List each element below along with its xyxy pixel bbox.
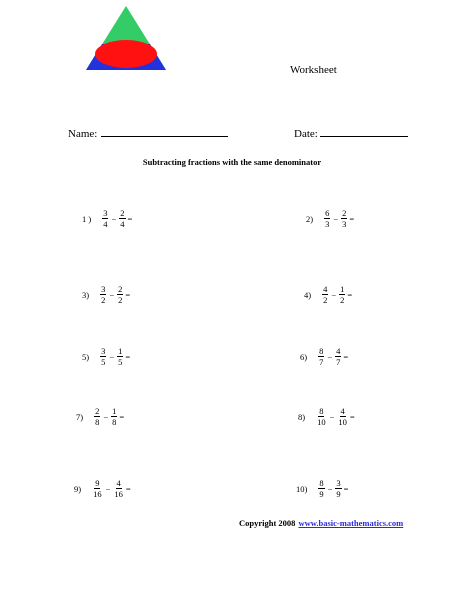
fraction-a	[99, 284, 107, 305]
denominator: 3	[342, 219, 347, 229]
fraction-b	[112, 478, 125, 499]
minus-sign: −	[105, 483, 111, 494]
problem-number: 1 )	[82, 213, 92, 224]
fraction-b	[118, 208, 126, 229]
minus-sign: −	[327, 351, 333, 362]
fraction-a	[323, 208, 331, 229]
denominator: 8	[95, 417, 100, 427]
minus-sign: −	[333, 213, 339, 224]
denominator: 7	[336, 357, 341, 367]
minus-sign: −	[103, 411, 109, 422]
date-field[interactable]	[294, 126, 408, 140]
fraction-a	[317, 346, 325, 367]
equals-sign: =	[127, 213, 133, 224]
equals-sign: =	[343, 351, 349, 362]
problem-10	[296, 478, 348, 499]
numerator: 2	[118, 284, 123, 294]
problem-number: 10)	[296, 483, 308, 494]
numerator: 9	[95, 478, 100, 488]
problem-7	[76, 406, 124, 427]
problem-number: 9)	[74, 483, 82, 494]
numerator: 2	[120, 208, 125, 218]
fraction-a	[315, 406, 328, 427]
numerator: 8	[319, 406, 324, 416]
problem-9	[74, 478, 131, 499]
denominator: 16	[93, 489, 102, 499]
numerator: 4	[116, 478, 121, 488]
numerator: 3	[103, 208, 108, 218]
problem-number: 7)	[76, 411, 84, 422]
problem-5	[82, 346, 130, 367]
numerator: 4	[340, 406, 345, 416]
numerator: 8	[319, 478, 324, 488]
denominator: 7	[319, 357, 324, 367]
fraction-b	[340, 208, 348, 229]
copyright-text: Copyright 2008	[239, 518, 296, 528]
name-label: Name:	[68, 128, 98, 140]
numerator: 3	[336, 478, 341, 488]
equals-sign: =	[349, 411, 355, 422]
numerator: 8	[319, 346, 324, 356]
problem-number: 5)	[82, 351, 90, 362]
fraction-b	[334, 478, 342, 499]
problem-2	[306, 208, 354, 229]
minus-sign: −	[109, 351, 115, 362]
problem-1	[82, 208, 132, 229]
fraction-a	[321, 284, 329, 305]
denominator: 2	[340, 295, 345, 305]
problem-number: 8)	[298, 411, 306, 422]
denominator: 4	[120, 219, 125, 229]
numerator: 6	[325, 208, 330, 218]
denominator: 5	[118, 357, 123, 367]
fraction-b	[334, 346, 342, 367]
equals-sign: =	[125, 351, 131, 362]
fraction-b	[116, 346, 124, 367]
denominator: 2	[118, 295, 123, 305]
denominator: 8	[112, 417, 117, 427]
minus-sign: −	[327, 483, 333, 494]
equals-sign: =	[349, 213, 355, 224]
minus-sign: −	[109, 289, 115, 300]
numerator: 3	[101, 346, 106, 356]
date-underline[interactable]	[320, 126, 408, 137]
fraction-b	[338, 284, 346, 305]
fraction-a	[317, 478, 325, 499]
fraction-a	[101, 208, 109, 229]
minus-sign: −	[329, 411, 335, 422]
denominator: 4	[103, 219, 108, 229]
equals-sign: =	[343, 483, 349, 494]
fraction-a	[99, 346, 107, 367]
problem-8	[298, 406, 355, 427]
problem-number: 3)	[82, 289, 90, 300]
equals-sign: =	[125, 289, 131, 300]
date-label: Date:	[294, 128, 318, 140]
problem-number: 6)	[300, 351, 308, 362]
numerator: 1	[118, 346, 123, 356]
name-field[interactable]	[68, 126, 228, 140]
denominator: 16	[114, 489, 123, 499]
fraction-b	[110, 406, 118, 427]
equals-sign: =	[125, 483, 131, 494]
denominator: 2	[101, 295, 106, 305]
minus-sign: −	[111, 213, 117, 224]
problem-6	[300, 346, 348, 367]
denominator: 9	[336, 489, 341, 499]
denominator: 10	[338, 417, 347, 427]
numerator: 1	[112, 406, 117, 416]
fraction-b	[336, 406, 349, 427]
triangle-logo-icon	[86, 6, 166, 72]
equals-sign: =	[119, 411, 125, 422]
denominator: 5	[101, 357, 106, 367]
numerator: 4	[336, 346, 341, 356]
copyright-footer	[239, 518, 403, 528]
fraction-a	[91, 478, 104, 499]
numerator: 2	[342, 208, 347, 218]
minus-sign: −	[331, 289, 337, 300]
fraction-b	[116, 284, 124, 305]
fraction-a	[93, 406, 101, 427]
numerator: 2	[95, 406, 100, 416]
denominator: 3	[325, 219, 330, 229]
name-underline[interactable]	[101, 126, 228, 137]
problem-number: 2)	[306, 213, 314, 224]
problem-number: 4)	[304, 289, 312, 300]
equals-sign: =	[347, 289, 353, 300]
numerator: 4	[323, 284, 328, 294]
denominator: 2	[323, 295, 328, 305]
website-link[interactable]: www.basic-mathematics.com	[298, 518, 404, 528]
worksheet-title: Worksheet	[290, 64, 337, 76]
worksheet-subtitle: Subtracting fractions with the same denominator	[142, 157, 322, 167]
denominator: 9	[319, 489, 324, 499]
denominator: 10	[317, 417, 326, 427]
numerator: 3	[101, 284, 106, 294]
problem-4	[304, 284, 352, 305]
problem-3	[82, 284, 130, 305]
numerator: 1	[340, 284, 345, 294]
